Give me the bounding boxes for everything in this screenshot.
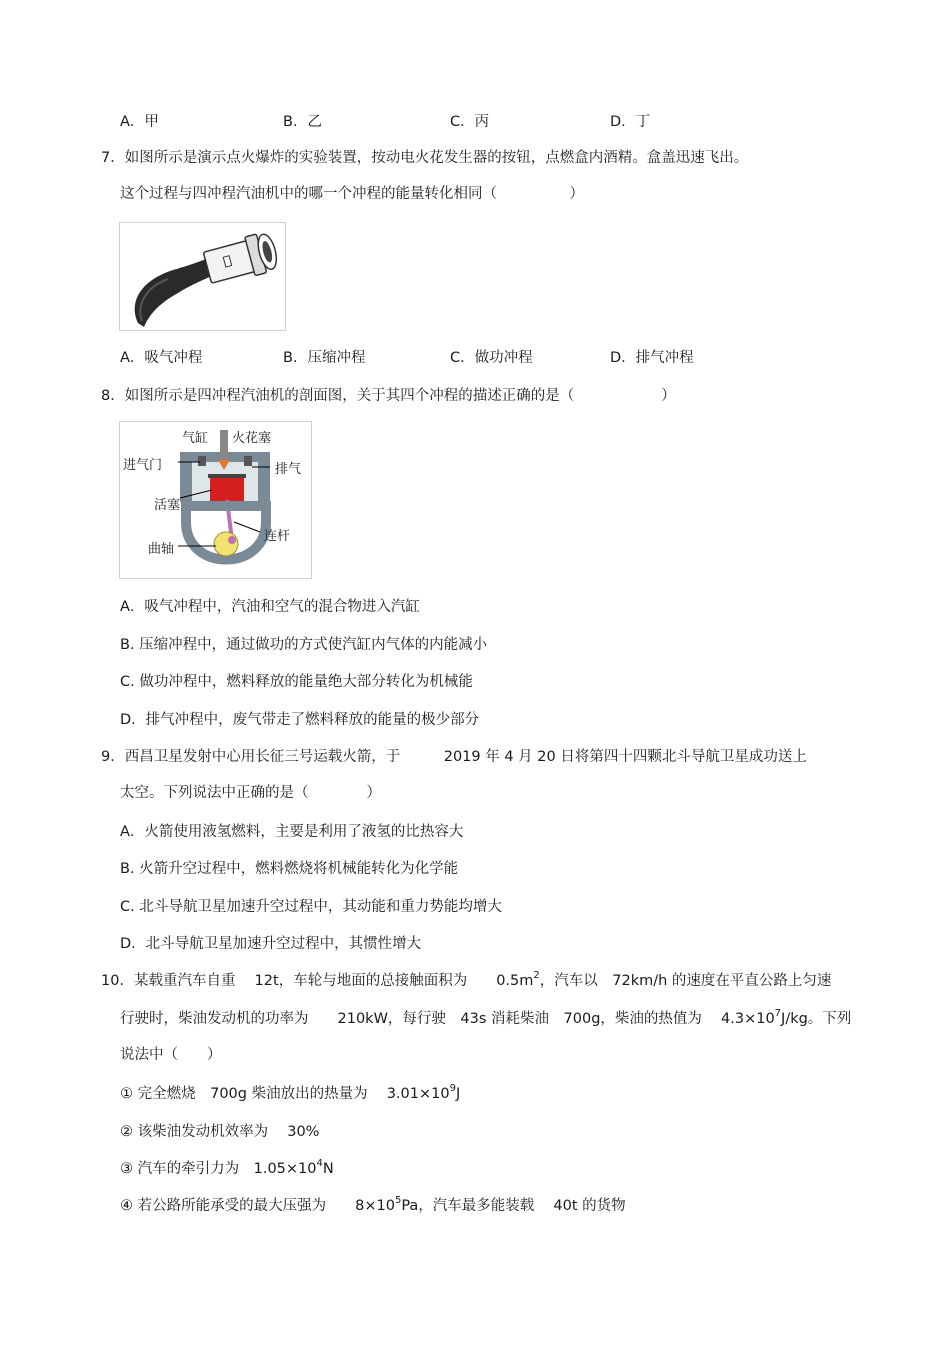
label-cylinder: 气缸 (182, 431, 209, 446)
q6-option-b: B．乙 (283, 114, 322, 130)
label-intake-valve: 进气门 (123, 458, 163, 473)
q10-stem-line1: 10．某载重汽车自重 12t，车轮与地面的总接触面积为 $0.5m^2$，汽车以 72km/h 的速度在平直公路上匀速 (101, 970, 832, 989)
q8-stem: 8．如图所示是四冲程汽油机的剖面图，关于其四个冲程的描述正确的是（ ） (101, 388, 676, 404)
q7-option-a: A．吸气冲程 (120, 350, 203, 366)
label-spark-plug: 火花塞 (232, 431, 272, 446)
q6-option-d: D．丁 (610, 114, 651, 130)
q8-option-c: C. 做功冲程中，燃料释放的能量绝大部分转化为机械能 (120, 674, 473, 690)
q10-statement-3: ③ 汽车的牵引力为 $1.05\times 10^4N$ (120, 1158, 334, 1177)
q10-statement-4: ④ 若公路所能承受的最大压强为 $8\times 10^5Pa$，汽车最多能装载 40t 的货物 (120, 1195, 626, 1214)
q7-stem-line2: 这个过程与四冲程汽油机中的哪一个冲程的能量转化相同（ ） (120, 186, 584, 202)
q9-option-a: A．火箭使用液氢燃料，主要是利用了液氢的比热容大 (120, 824, 464, 840)
q8-engine-figure (119, 421, 312, 579)
q7-option-c: C．做功冲程 (450, 350, 533, 366)
q7-ignition-device-figure (119, 222, 286, 331)
q9-option-d: D．北斗导航卫星加速升空过程中，其惯性增大 (120, 936, 422, 952)
q9-stem-line1: 9．西昌卫星发射中心用长征三号运载火箭，于 2019 年 4 月 20 日将第四十四颗北斗导航卫星成功送上 (101, 749, 807, 765)
q8-option-a: A．吸气冲程中，汽油和空气的混合物进入汽缸 (120, 599, 420, 615)
q9-option-c: C. 北斗导航卫星加速升空过程中，其动能和重力势能均增大 (120, 899, 502, 915)
label-crankshaft: 曲轴 (148, 542, 175, 557)
label-exhaust: 排气 (275, 462, 302, 477)
q7-option-d: D．排气冲程 (610, 350, 694, 366)
q10-stem-line3: 说法中（ ） (120, 1047, 222, 1063)
q8-option-d: D．排气冲程中，废气带走了燃料释放的能量的极少部分 (120, 712, 480, 728)
q6-option-c: C．丙 (450, 114, 490, 130)
q7-stem-line1: 7．如图所示是演示点火爆炸的实验装置，按动电火花发生器的按钮，点燃盒内酒精。盒盖迅速飞出。 (101, 150, 749, 166)
q9-option-b: B. 火箭升空过程中，燃料燃烧将机械能转化为化学能 (120, 861, 459, 877)
q10-stem-line2: 行驶时，柴油发动机的功率为 210kW，每行驶 43s 消耗柴油 700g，柴油的热值为 $4.3\times 10^7J/kg$。下列 (120, 1008, 852, 1027)
q8-option-b: B. 压缩冲程中，通过做功的方式使汽缸内气体的内能减小 (120, 637, 488, 653)
label-connecting-rod: 连杆 (264, 529, 291, 544)
q7-option-b: B．压缩冲程 (283, 350, 366, 366)
q10-statement-1: ① 完全燃烧 700g 柴油放出的热量为 $3.01\times 10^9J$ (120, 1083, 461, 1102)
q10-statement-2: ② 该柴油发动机效率为 30% (120, 1124, 320, 1140)
ignition-device-drawing (120, 223, 285, 330)
q9-stem-line2: 太空。下列说法中正确的是（ ） (120, 785, 381, 801)
q6-option-a: A．甲 (120, 114, 159, 130)
label-piston: 活塞 (154, 498, 181, 513)
